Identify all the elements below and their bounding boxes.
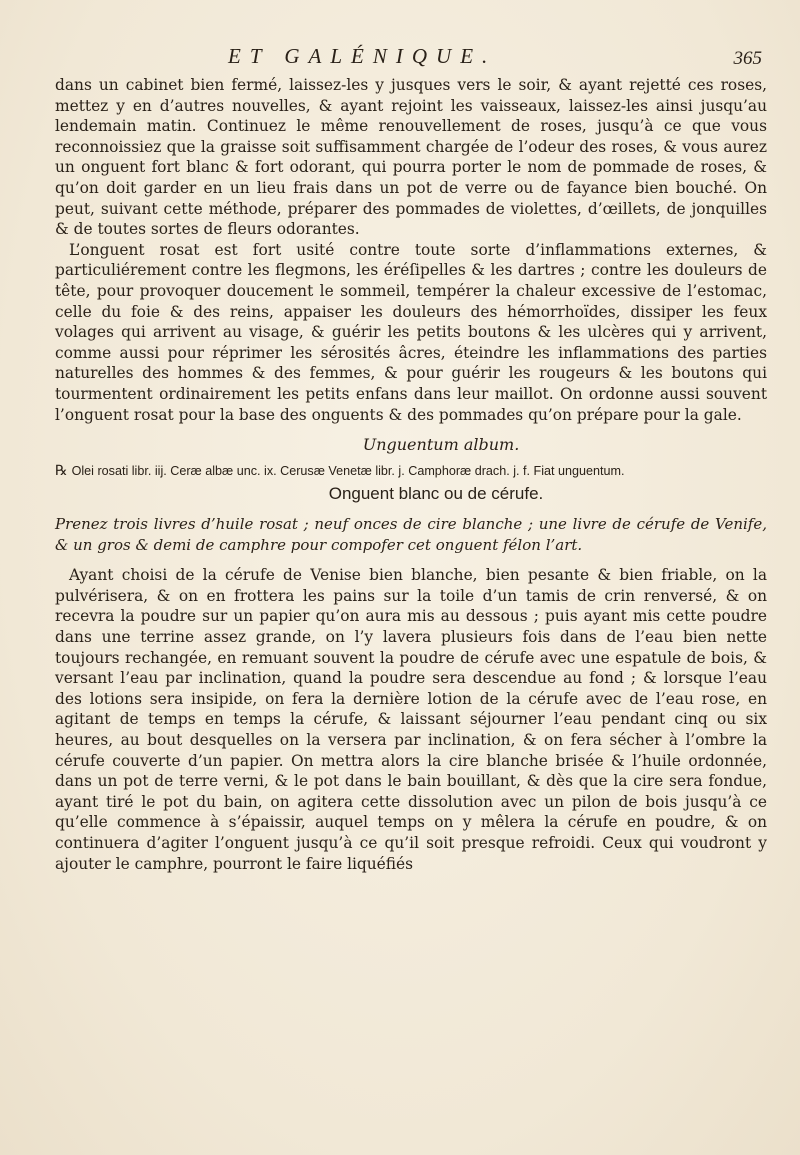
- paragraph-rose-pomade: dans un cabinet bien fermé, laissez-les y jusques vers le soir, & ayant rejetté ces roses, mettez y en d’autres nouvelles, & ayant rejoint les vaisseaux, laissez-les ainsi jusqu’au lendemain matin. Continuez le même renouvellement de roses, jusqu’à ce que vous reconnoissiez que la graisse soit suffisamment chargée de l’odeur des roses, & vous aurez un onguent fort blanc & fort odorant, qui pourra porter le nom de pommade de roses, & qu’on doit garder en un lieu frais dans un pot de verre ou de fayance bien bouché. On peut, suivant cette méthode, préparer des pommades de violettes, d’œillets, de jonquilles & de toutes sortes de fleurs odorantes.: [55, 76, 767, 239]
- latin-recipe: [55, 462, 767, 480]
- latin-recipe-title: Unguentum album.: [362, 435, 520, 455]
- page-header: [0, 44, 800, 74]
- page-number: 365: [733, 48, 762, 69]
- recipe-text: Olei rosati libr. iij. Ceræ albæ unc. ix. Cerusæ Venetæ libr. j. Camphoræ drach. j. f. Fiat unguentum.: [71, 464, 625, 479]
- french-recipe-title: Onguent blanc ou de cérufe.: [328, 484, 544, 504]
- recipe-symbol: ℞: [55, 463, 68, 480]
- recipe-instruction: Prenez trois livres d’huile rosat ; neuf onces de cire blanche ; une livre de cérufe de Venife, & un gros & demi de camphre pour compofer cet onguent félon l’art.: [55, 515, 767, 554]
- body-text: [55, 75, 767, 874]
- paragraph-onguent-rosat-uses: L’onguent rosat est fort usité contre toute sorte d’inflammations externes, & particuliérement contre les flegmons, les éréſipelles & les dartres ; contre les douleurs de tête, pour provoquer doucement le sommeil, tempérer la chaleur excessive de l’estomac, celle du foie & des reins, appaiser les douleurs des hémorrhoïdes, dissiper les feux volages qui arrivent au visage, & guérir les petits boutons & les ulcères qui y arrivent, comme aussi pour réprimer les sérosités âcres, éteindre les inflammations des parties naturelles des hommes & des femmes, & pour guérir les rougeurs & les boutons qui tourmentent ordinairement les petits enfans dans leur maillot. On ordonne aussi souvent l’onguent rosat pour la base des onguents & des pommades qu’on prépare pour la gale.: [55, 240, 767, 424]
- running-head: ET GALÉNIQUE.: [228, 44, 497, 68]
- paragraph-preparation: Ayant choisi de la cérufe de Venise bien blanche, bien pesante & bien friable, on la pulvérisera, & on en frottera les pains sur la toile d’un tamis de crin renversé, & on recevra la poudre sur un papier qu’on aura mis au dessous ; puis ayant mis cette poudre dans une terrine assez grande, on l’y lavera plusieurs fois dans de l’eau bien nette toujours rechangée, en remuant souvent la poudre de cérufe avec une espatule de bois, & versant l’eau par inclination, quand la poudre sera descendue au fond ; & lorsque l’eau des lotions sera insipide, on fera la dernière lotion de la cérufe avec de l’eau rose, en agitant de temps en temps la cérufe, & laissant séjourner l’eau pendant cinq ou six heures, au bout desquelles on la versera par inclination, & on fera sécher à l’ombre la cérufe couverte d’un papier. On mettra alors la cire blanche brisée & l’huile ordonnée, dans un pot de terre verni, & le pot dans le bain bouillant, & dès que la cire sera fondue, ayant tiré le pot du bain, on agitera cette dissolution avec un pilon de bois jusqu’à ce qu’elle commence à s’épaissir, auquel temps on y mêlera la cérufe en poudre, & on continuera d’agiter l’onguent jusqu’à ce qu’il soit presque refroidi. Ceux qui voudront y ajouter le camphre, pourront le faire liquéfiés: [55, 566, 767, 873]
